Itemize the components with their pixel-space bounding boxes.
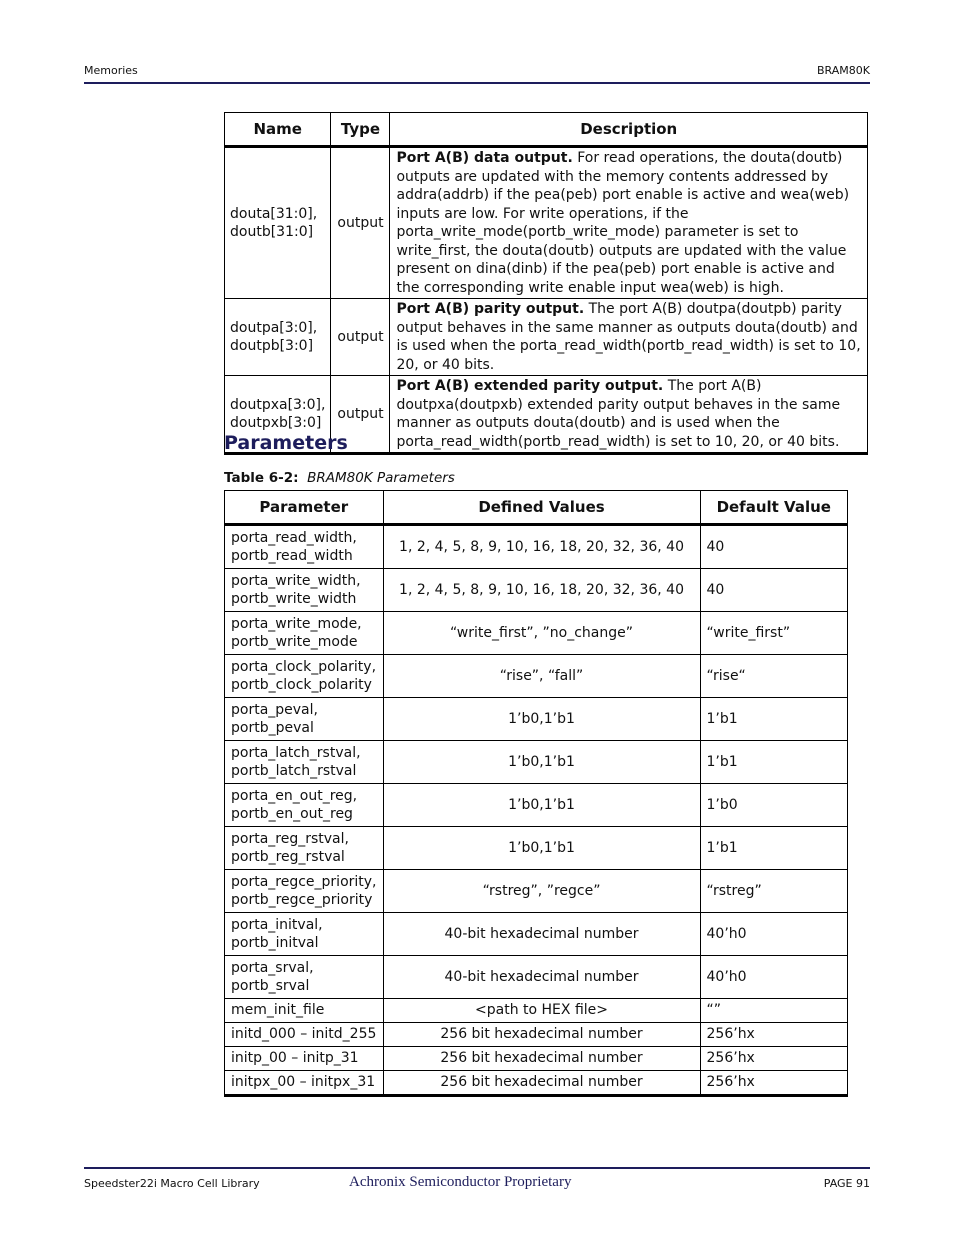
parameter-name-line: portb_write_mode: [231, 634, 358, 650]
default-value-cell: 1’b1: [700, 827, 847, 870]
table-caption: [224, 470, 455, 486]
column-header-type: Type: [331, 113, 390, 147]
port-type-cell: output: [331, 299, 390, 376]
port-type-cell: output: [331, 376, 390, 454]
parameter-name-line: initd_000 – initd_255: [231, 1026, 377, 1043]
parameter-name-line: portb_en_out_reg: [231, 806, 353, 822]
parameter-name-cell: [225, 956, 384, 999]
defined-values-cell: 1’b0,1’b1: [383, 784, 700, 827]
default-value-cell: “rise“: [700, 655, 847, 698]
port-type-cell: output: [331, 147, 390, 299]
defined-values-cell: <path to HEX file>: [383, 999, 700, 1023]
default-value-cell: “write_first”: [700, 612, 847, 655]
parameter-name-cell: [225, 784, 384, 827]
port-description-table: [224, 112, 868, 455]
port-name-line: douta[31:0],: [230, 205, 318, 222]
table-row: [225, 1023, 848, 1047]
default-value-cell: “”: [700, 999, 847, 1023]
table-header-row: [225, 113, 868, 147]
footer-page-number: PAGE 91: [823, 1177, 870, 1190]
section-title: Parameters: [224, 432, 348, 454]
header-rule: [84, 82, 870, 84]
description-text: For read operations, the douta(doutb) outputs are updated with the memory contents addressed by addra(addrb) if the pea(peb) port enable is active and wea(web) inputs are low. For write operations, if the porta_write_mode(portb_write_mode) parameter is set to write_first, the douta(doutb) outputs are updated with the value present on dina(dinb) if the pea(peb) port enable is active and the corresponding write enable input wea(web) is high.: [396, 150, 850, 296]
footer-proprietary-notice: Achronix Semiconductor Proprietary: [349, 1174, 572, 1190]
table-row: [225, 147, 868, 299]
parameter-name-line: initp_00 – initp_31: [231, 1050, 359, 1067]
port-description-cell: [390, 376, 868, 454]
defined-values-cell: 256 bit hexadecimal number: [383, 1071, 700, 1096]
parameter-name-line: portb_reg_rstval: [231, 849, 345, 865]
parameter-name-line: portb_peval: [231, 720, 314, 736]
defined-values-cell: 256 bit hexadecimal number: [383, 1023, 700, 1047]
port-name-line: doutpxa[3:0],: [230, 396, 326, 413]
caption-title: BRAM80K Parameters: [307, 470, 455, 486]
table-row: [225, 870, 848, 913]
footer-rule: [84, 1167, 870, 1169]
parameter-name-cell: [225, 827, 384, 870]
parameter-name-line: portb_write_width: [231, 591, 357, 607]
parameter-name-line: initpx_00 – initpx_31: [231, 1074, 376, 1091]
table-row: [225, 784, 848, 827]
parameter-name-cell: [225, 999, 384, 1023]
running-header-component: BRAM80K: [817, 64, 870, 77]
parameters-table: [224, 490, 848, 1097]
table-row: [225, 612, 848, 655]
default-value-cell: 256’hx: [700, 1047, 847, 1071]
table-row: [225, 525, 848, 569]
column-header-parameter: Parameter: [225, 491, 384, 525]
parameter-name-cell: [225, 698, 384, 741]
parameter-name-line: portb_latch_rstval: [231, 763, 357, 779]
parameter-name-cell: [225, 569, 384, 612]
default-value-cell: 40’h0: [700, 956, 847, 999]
default-value-cell: 256’hx: [700, 1023, 847, 1047]
column-header-description: Description: [390, 113, 868, 147]
parameter-name-line: portb_srval: [231, 978, 310, 994]
parameter-name-line: porta_initval,: [231, 916, 323, 933]
default-value-cell: 1’b1: [700, 698, 847, 741]
parameter-name-cell: [225, 612, 384, 655]
port-description-cell: [390, 147, 868, 299]
default-value-cell: “rstreg”: [700, 870, 847, 913]
description-lead: Port A(B) extended parity output.: [396, 378, 664, 394]
defined-values-cell: 1’b0,1’b1: [383, 698, 700, 741]
defined-values-cell: “rise”, “fall”: [383, 655, 700, 698]
port-name-line: doutpa[3:0],: [230, 319, 318, 336]
caption-label: Table 6-2:: [224, 470, 299, 486]
port-name-line: doutb[31:0]: [230, 224, 314, 240]
defined-values-cell: 1’b0,1’b1: [383, 741, 700, 784]
defined-values-cell: 256 bit hexadecimal number: [383, 1047, 700, 1071]
table-row: [225, 569, 848, 612]
parameter-name-line: porta_write_mode,: [231, 615, 362, 632]
port-name-line: doutpb[3:0]: [230, 338, 314, 354]
description-text: The port A(B) doutpxa(doutpxb) extended parity output behaves in the same manner as outputs douta(doutb) and is used when the porta_read_width(portb_read_width) is set to 10, 20, or 40 bits.: [396, 378, 841, 450]
parameter-name-cell: [225, 1047, 384, 1071]
table-row: [225, 299, 868, 376]
parameter-name-line: portb_read_width: [231, 548, 353, 564]
default-value-cell: 1’b1: [700, 741, 847, 784]
table-row: [225, 698, 848, 741]
defined-values-cell: 1, 2, 4, 5, 8, 9, 10, 16, 18, 20, 32, 36, 40: [383, 569, 700, 612]
defined-values-cell: 40-bit hexadecimal number: [383, 913, 700, 956]
parameter-name-line: porta_srval,: [231, 959, 314, 976]
defined-values-cell: 1’b0,1’b1: [383, 827, 700, 870]
parameter-name-line: porta_reg_rstval,: [231, 830, 349, 847]
table-row: [225, 999, 848, 1023]
parameter-name-cell: [225, 913, 384, 956]
port-name-cell: [225, 147, 331, 299]
parameter-name-cell: [225, 525, 384, 569]
table-header-row: [225, 491, 848, 525]
parameter-name-line: porta_write_width,: [231, 572, 361, 589]
parameter-name-line: mem_init_file: [231, 1002, 325, 1019]
parameter-name-line: porta_peval,: [231, 701, 318, 718]
defined-values-cell: “write_first”, ”no_change”: [383, 612, 700, 655]
parameter-name-line: porta_read_width,: [231, 529, 357, 546]
footer-document-title: Speedster22i Macro Cell Library: [84, 1177, 260, 1190]
parameter-name-line: portb_initval: [231, 935, 319, 951]
default-value-cell: 256’hx: [700, 1071, 847, 1096]
default-value-cell: 1’b0: [700, 784, 847, 827]
parameter-name-cell: [225, 655, 384, 698]
parameter-name-cell: [225, 870, 384, 913]
description-lead: Port A(B) data output.: [396, 150, 573, 166]
table-row: [225, 741, 848, 784]
defined-values-cell: “rstreg”, ”regce”: [383, 870, 700, 913]
column-header-name: Name: [225, 113, 331, 147]
table-row: [225, 956, 848, 999]
parameter-name-cell: [225, 1071, 384, 1096]
table-row: [225, 655, 848, 698]
parameter-name-cell: [225, 1023, 384, 1047]
column-header-defined-values: Defined Values: [383, 491, 700, 525]
running-header-section: Memories: [84, 64, 138, 77]
port-description-cell: [390, 299, 868, 376]
table-row: [225, 1047, 848, 1071]
port-name-line: doutpxb[3:0]: [230, 415, 322, 431]
parameter-name-line: portb_clock_polarity: [231, 677, 372, 693]
table-row: [225, 913, 848, 956]
table-row: [225, 827, 848, 870]
description-lead: Port A(B) parity output.: [396, 301, 585, 317]
default-value-cell: 40’h0: [700, 913, 847, 956]
parameter-name-line: porta_clock_polarity,: [231, 658, 377, 675]
parameter-name-line: porta_regce_priority,: [231, 873, 377, 890]
description-text: The port A(B) doutpa(doutpb) parity output behaves in the same manner as outputs douta(doutb) and is used when the porta_read_width(portb_read_width) is set to 10, 20, or 40 bits.: [396, 301, 861, 373]
parameter-name-cell: [225, 741, 384, 784]
column-header-default-value: Default Value: [700, 491, 847, 525]
default-value-cell: 40: [700, 525, 847, 569]
defined-values-cell: 40-bit hexadecimal number: [383, 956, 700, 999]
table-row: [225, 1071, 848, 1096]
parameter-name-line: portb_regce_priority: [231, 892, 373, 908]
defined-values-cell: 1, 2, 4, 5, 8, 9, 10, 16, 18, 20, 32, 36, 40: [383, 525, 700, 569]
parameter-name-line: porta_latch_rstval,: [231, 744, 361, 761]
default-value-cell: 40: [700, 569, 847, 612]
parameter-name-line: porta_en_out_reg,: [231, 787, 358, 804]
port-name-cell: [225, 299, 331, 376]
